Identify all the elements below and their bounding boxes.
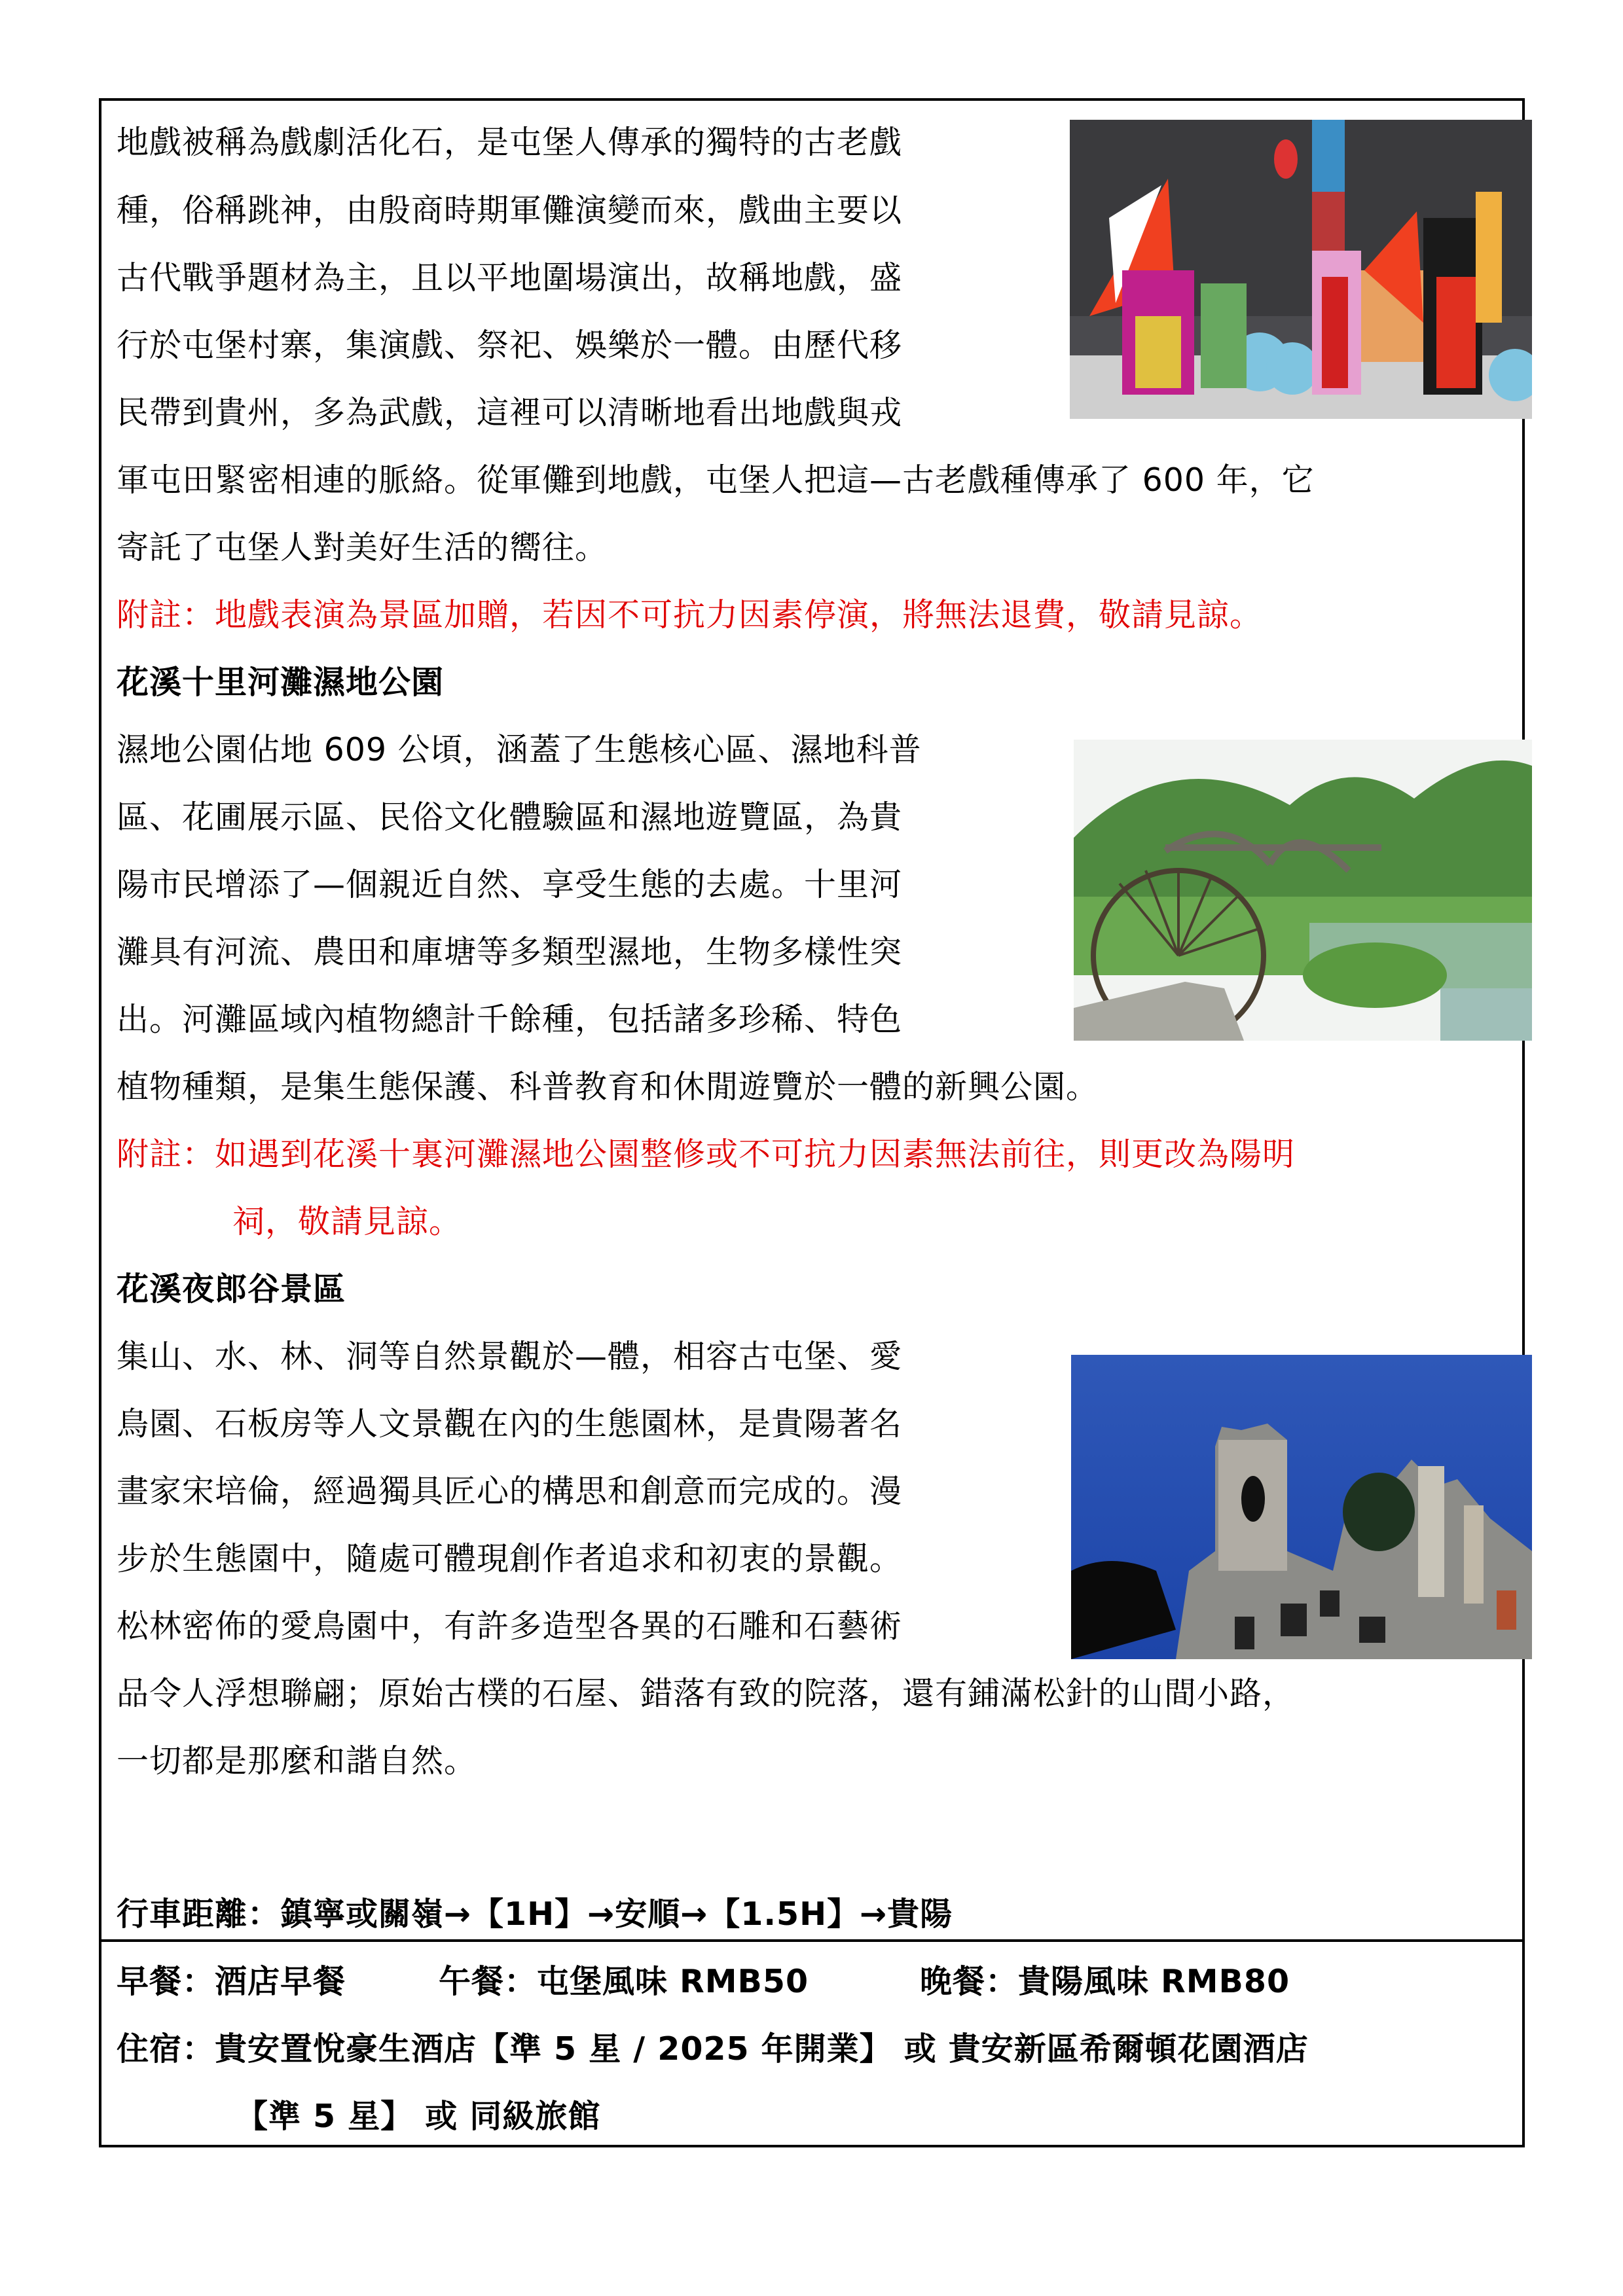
paragraph-line: 畫家宋培倫，經過獨具匠心的構思和創意而完成的。漫 xyxy=(117,1473,903,1510)
section-title-yelang: 花溪夜郎谷景區 xyxy=(117,1270,346,1308)
paragraph-line: 行於屯堡村寨，集演戲、祭祀、娛樂於一體。由歷代移 xyxy=(117,327,903,364)
note-wetland-cont: 祠，敬請見諒。 xyxy=(232,1203,462,1240)
yelang-valley-photo xyxy=(1071,1355,1532,1659)
lodging-line1: 住宿：貴安置悅豪生酒店【準 5 星 / 2025 年開業】 或 貴安新區希爾頓花園酒店 xyxy=(117,2030,1309,2068)
wetland-park-photo xyxy=(1074,740,1532,1041)
lodging-line2: 【準 5 星】 或 同級旅館 xyxy=(236,2098,601,2135)
table-row-divider xyxy=(99,1939,1525,1942)
note-wetland: 附註：如遇到花溪十裏河灘濕地公園整修或不可抗力因素無法前往，則更改為陽明 xyxy=(117,1136,1296,1173)
paragraph-line: 古代戰爭題材為主，且以平地圍場演出，故稱地戲，盛 xyxy=(117,259,903,296)
note-dixi: 附註：地戲表演為景區加贈，若因不可抗力因素停演，將無法退費，敬請見諒。 xyxy=(117,596,1263,634)
paragraph-line: 集山、水、林、洞等自然景觀於—體，相容古屯堡、愛 xyxy=(117,1338,903,1375)
paragraph-line: 寄託了屯堡人對美好生活的嚮往。 xyxy=(117,529,608,566)
paragraph-line: 地戲被稱為戲劇活化石，是屯堡人傳承的獨特的古老戲 xyxy=(117,124,903,161)
paragraph-line: 民帶到貴州，多為武戲，這裡可以清晰地看出地戲與戎 xyxy=(117,394,903,431)
travel-route: 行車距離：鎮寧或關嶺→【1H】→安順→【1.5H】→貴陽 xyxy=(117,1895,953,1933)
section-title-wetland: 花溪十里河灘濕地公園 xyxy=(117,664,445,701)
paragraph-line: 品令人浮想聯翩；原始古樸的石屋、錯落有致的院落，還有鋪滿松針的山間小路， xyxy=(117,1675,1296,1712)
paragraph-line: 陽市民增添了—個親近自然、享受生態的去處。十里河 xyxy=(117,866,903,903)
paragraph-line: 一切都是那麼和諧自然。 xyxy=(117,1742,477,1780)
paragraph-line: 區、花圃展示區、民俗文化體驗區和濕地遊覽區，為貴 xyxy=(117,798,903,836)
paragraph-line: 松林密佈的愛鳥園中，有許多造型各異的石雕和石藝術 xyxy=(117,1607,903,1645)
paragraph-line: 步於生態園中，隨處可體現創作者追求和初衷的景觀。 xyxy=(117,1540,903,1577)
dixi-opera-photo xyxy=(1070,120,1532,419)
paragraph-line: 種，俗稱跳神，由殷商時期軍儺演變而來，戲曲主要以 xyxy=(117,192,903,229)
paragraph-line: 植物種類，是集生態保護、科普教育和休閒遊覽於一體的新興公園。 xyxy=(117,1068,1099,1105)
paragraph-line: 濕地公園佔地 609 公頃，涵蓋了生態核心區、濕地科普 xyxy=(117,731,922,768)
paragraph-line: 出。河灘區域內植物總計千餘種，包括諸多珍稀、特色 xyxy=(117,1001,903,1038)
paragraph-line: 軍屯田緊密相連的脈絡。從軍儺到地戲，屯堡人把這—古老戲種傳承了 600 年，它 xyxy=(117,461,1315,499)
meal-dinner: 晚餐：貴陽風味 RMB80 xyxy=(920,1963,1290,2000)
paragraph-line: 鳥園、石板房等人文景觀在內的生態園林，是貴陽著名 xyxy=(117,1405,903,1443)
meal-lunch: 午餐：屯堡風味 RMB50 xyxy=(439,1963,809,2000)
meal-breakfast: 早餐：酒店早餐 xyxy=(117,1963,346,2000)
paragraph-line: 灘具有河流、農田和庫塘等多類型濕地，生物多樣性突 xyxy=(117,933,903,971)
